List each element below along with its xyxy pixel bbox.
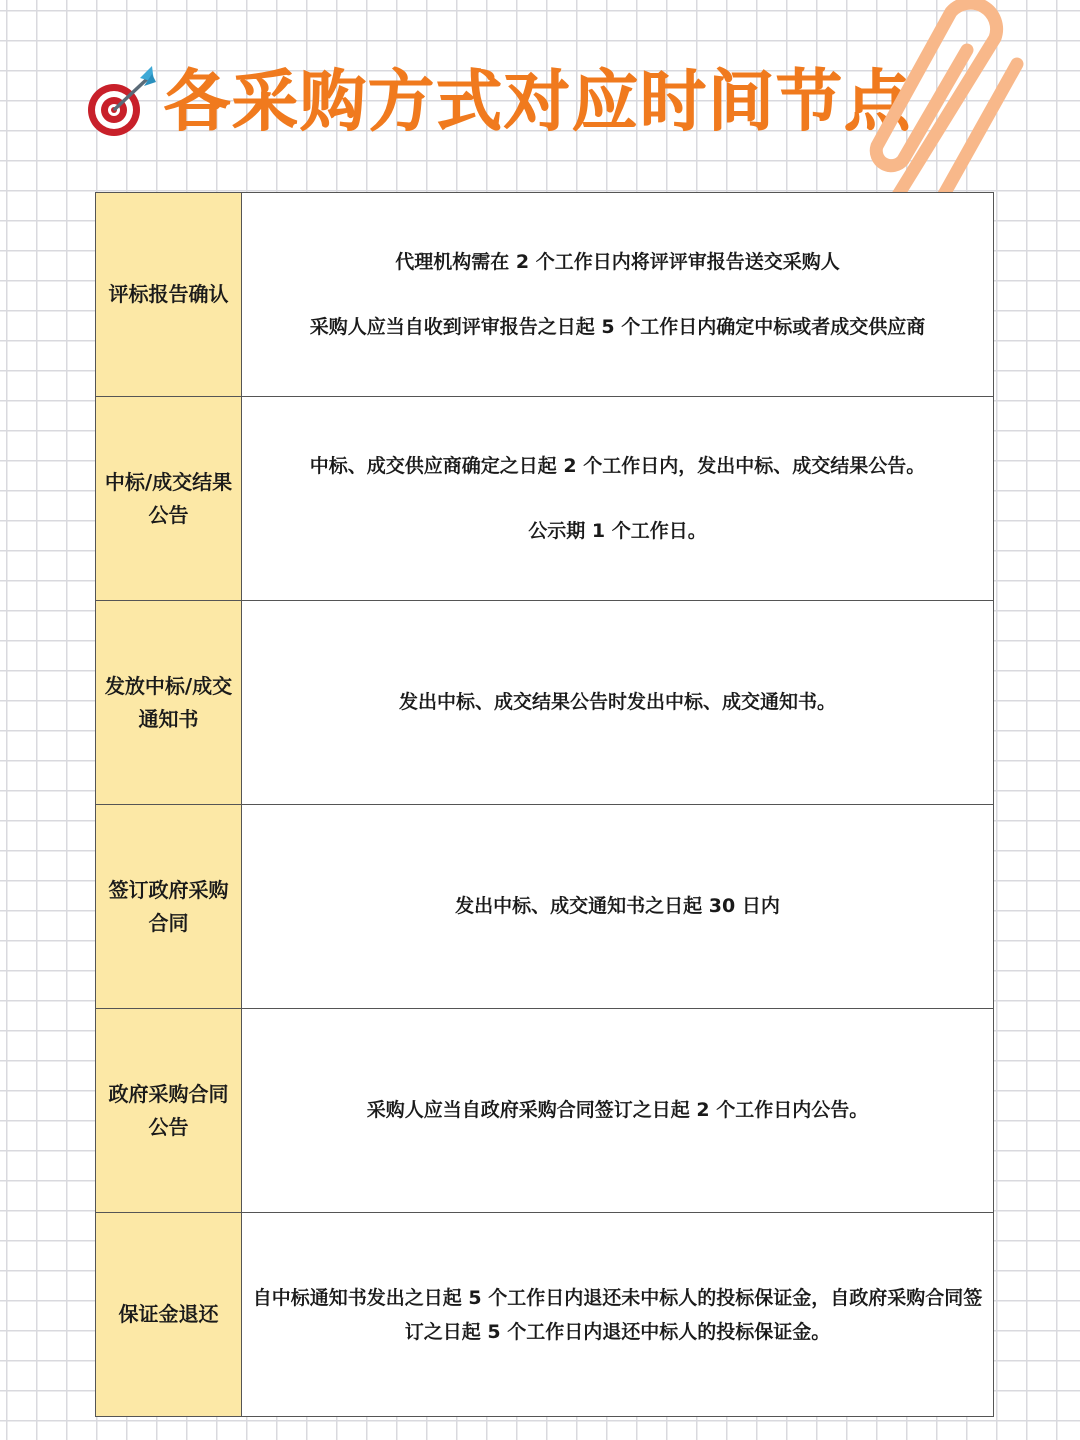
rule-cell [242, 193, 994, 397]
stage-label: 保证金退还 [118, 1302, 219, 1326]
rule-text: 采购人应当自收到评审报告之日起 5 个工作日内确定中标或者成交供应商 [309, 315, 926, 338]
stage-label: 发放中标/成交通知书 [104, 673, 233, 731]
title-row [82, 52, 912, 152]
rule-text: 公示期 1 个工作日。 [528, 519, 707, 542]
dart-target-icon [82, 62, 160, 142]
rule-cell [242, 397, 994, 601]
rule-text: 采购人应当自政府采购合同签订之日起 2 个工作日内公告。 [366, 1099, 869, 1121]
table-row [96, 193, 994, 397]
table-row [96, 805, 994, 1009]
stage-cell [96, 1213, 242, 1417]
stage-label: 政府采购合同公告 [108, 1081, 229, 1139]
rule-cell [242, 601, 994, 805]
rule-cell [242, 1213, 994, 1417]
rule-text: 中标、成交供应商确定之日起 2 个工作日内，发出中标、成交结果公告。 [309, 454, 926, 477]
rule-text: 自中标通知书发出之日起 5 个工作日内退还未中标人的投标保证金，自政府采购合同签订之日起 5 个工作日内退还中标人的投标保证金。 [252, 1286, 983, 1343]
rule-text: 代理机构需在 2 个工作日内将评评审报告送交采购人 [395, 250, 840, 273]
stage-cell [96, 193, 242, 397]
stage-cell [96, 397, 242, 601]
table-row [96, 397, 994, 601]
table-row [96, 1009, 994, 1213]
stage-label: 签订政府采购合同 [108, 877, 229, 935]
rule-text: 发出中标、成交通知书之日起 30 日内 [455, 895, 780, 917]
table-row [96, 601, 994, 805]
page-title: 各采购方式对应时间节点 [164, 63, 912, 140]
stage-cell [96, 1009, 242, 1213]
rule-cell [242, 805, 994, 1009]
rule-text: 发出中标、成交结果公告时发出中标、成交通知书。 [398, 691, 836, 713]
rule-cell [242, 1009, 994, 1213]
stage-label: 中标/成交结果公告 [104, 469, 233, 527]
timeline-table [95, 192, 994, 1417]
stage-cell [96, 601, 242, 805]
table-row [96, 1213, 994, 1417]
stage-label: 评标报告确认 [108, 282, 229, 306]
stage-cell [96, 805, 242, 1009]
